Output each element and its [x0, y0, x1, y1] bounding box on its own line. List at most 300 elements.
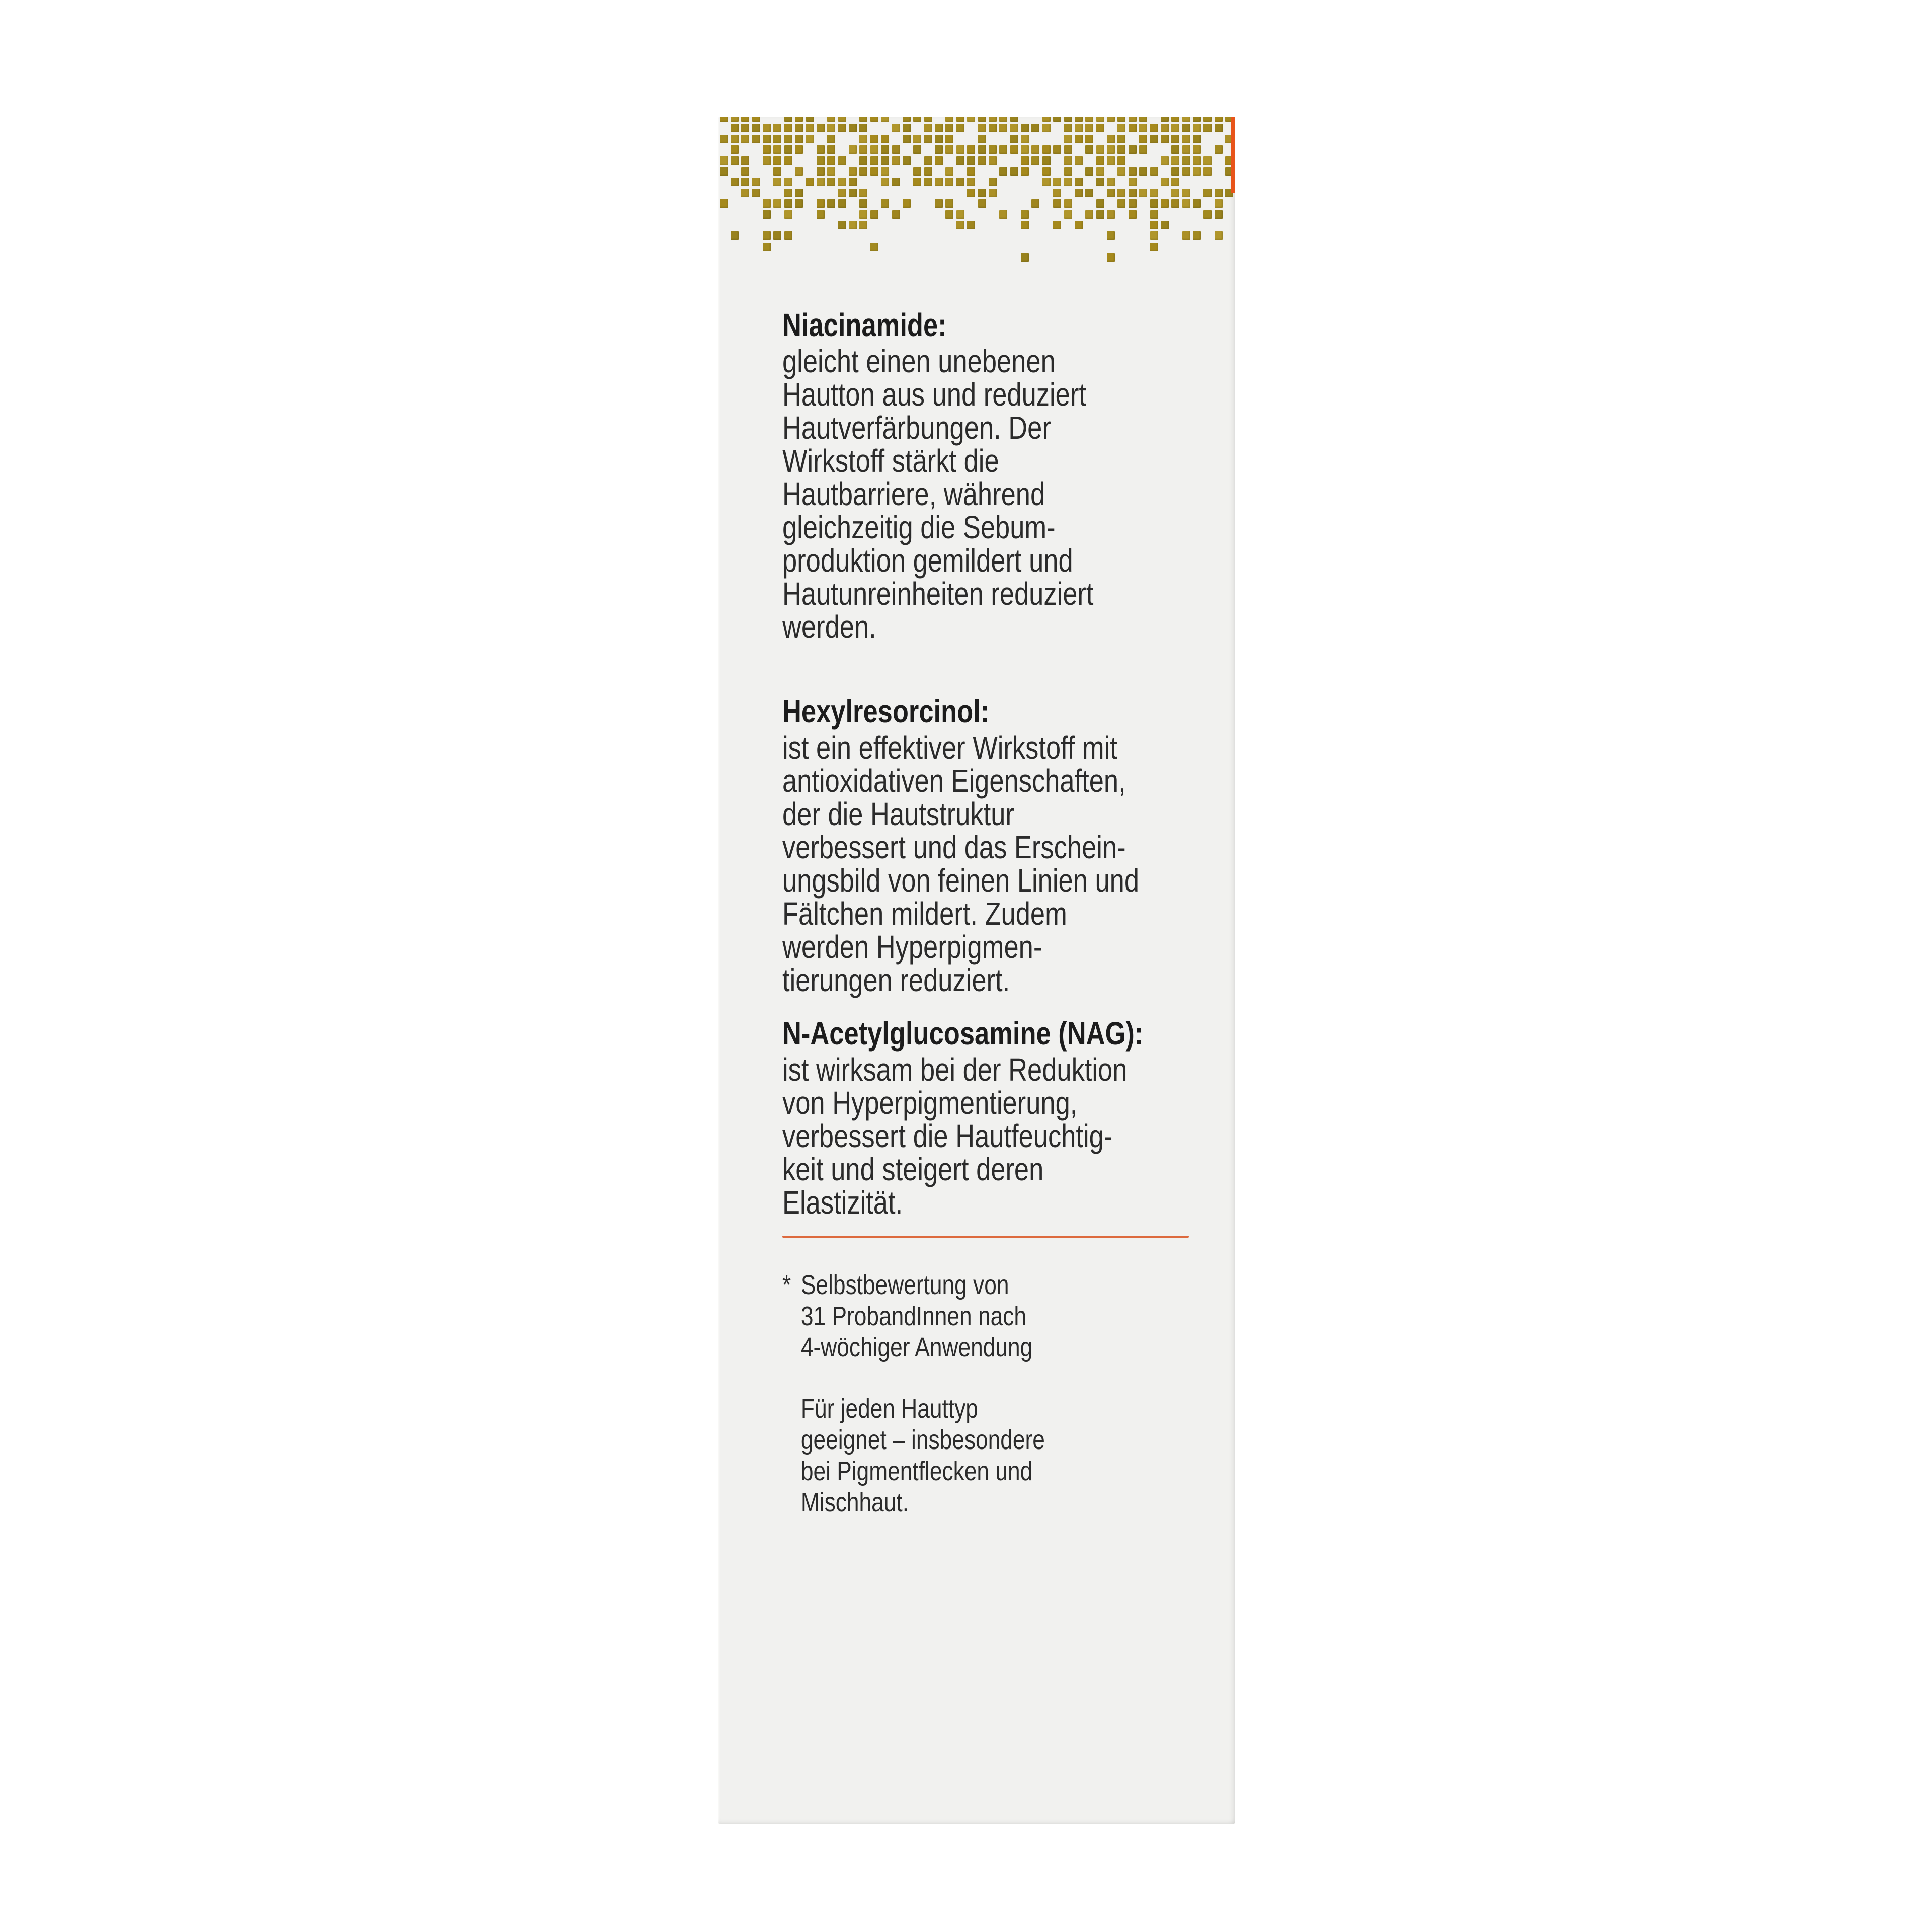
mosaic-tile	[1031, 124, 1039, 132]
mosaic-tile	[913, 117, 921, 122]
mosaic-tile	[795, 189, 803, 197]
mosaic-tile	[1021, 156, 1029, 165]
mosaic-tile	[1021, 210, 1029, 219]
mosaic-tile	[1064, 135, 1072, 143]
mosaic-tile	[1021, 221, 1029, 229]
mosaic-tile	[1150, 167, 1158, 176]
mosaic-tile	[1193, 156, 1201, 165]
mosaic-tile	[945, 145, 953, 154]
mosaic-tile	[956, 178, 964, 186]
mosaic-tile	[1096, 199, 1104, 208]
mosaic-tile	[978, 199, 986, 208]
mosaic-tile	[935, 199, 943, 208]
mosaic-tile	[817, 199, 825, 208]
mosaic-tile	[1117, 156, 1125, 165]
mosaic-tile	[956, 210, 964, 219]
mosaic-tile	[956, 117, 964, 122]
mosaic-tile	[978, 189, 986, 197]
mosaic-tile	[827, 117, 835, 122]
mosaic-tile	[795, 199, 803, 208]
footnote-text: Selbstbewertung von 31 ProbandInnen nach 4-wöchiger Anwendung	[800, 1270, 1033, 1362]
mosaic-tile	[1021, 135, 1029, 143]
mosaic-tile	[817, 156, 825, 165]
mosaic-tile	[945, 117, 953, 122]
mosaic-tile	[849, 124, 857, 132]
mosaic-tile	[1139, 145, 1147, 154]
mosaic-tile	[1161, 199, 1169, 208]
mosaic-tile	[989, 189, 997, 197]
mosaic-tile	[989, 145, 997, 154]
mosaic-tile	[1096, 167, 1104, 176]
mosaic-tile	[741, 189, 749, 197]
mosaic-tile	[1129, 145, 1137, 154]
mosaic-tile	[1161, 156, 1169, 165]
mosaic-tile	[945, 124, 953, 132]
mosaic-tile	[784, 178, 792, 186]
orange-edge-accent-line	[1231, 117, 1235, 193]
mosaic-tile	[731, 124, 739, 132]
mosaic-tile	[731, 145, 739, 154]
skin-type-suitability-note: Für jeden Hauttyp geeignet – insbesondere bei Pigmentflecken und Mischhaut.	[800, 1394, 1045, 1517]
mosaic-tile	[838, 189, 846, 197]
mosaic-tile	[806, 124, 814, 132]
mosaic-tile	[1117, 145, 1125, 154]
mosaic-tile	[763, 231, 771, 240]
mosaic-tile	[752, 124, 760, 132]
mosaic-tile	[892, 178, 900, 186]
mosaic-tile	[1171, 156, 1179, 165]
mosaic-tile	[903, 117, 911, 122]
mosaic-tile	[752, 135, 760, 143]
mosaic-tile	[1053, 145, 1061, 154]
mosaic-tile	[1031, 156, 1039, 165]
mosaic-tile	[1085, 117, 1093, 122]
mosaic-tile	[1064, 210, 1072, 219]
mosaic-tile	[913, 145, 921, 154]
mosaic-tile	[1193, 117, 1201, 122]
mosaic-tile	[1010, 117, 1018, 122]
mosaic-tile	[1117, 135, 1125, 143]
mosaic-tile	[924, 124, 932, 132]
mosaic-tile	[817, 167, 825, 176]
mosaic-tile	[817, 124, 825, 132]
mosaic-tile	[1203, 189, 1212, 197]
mosaic-tile	[913, 178, 921, 186]
mosaic-tile	[1042, 124, 1051, 132]
mosaic-tile	[1010, 145, 1018, 154]
mosaic-tile	[1107, 253, 1115, 262]
mosaic-tile	[827, 145, 835, 154]
mosaic-tile	[956, 221, 964, 229]
mosaic-tile	[784, 231, 792, 240]
mosaic-tile	[1203, 156, 1212, 165]
mosaic-tile	[741, 167, 749, 176]
mosaic-tile	[1129, 167, 1137, 176]
mosaic-tile	[795, 117, 803, 122]
mosaic-tile	[763, 124, 771, 132]
mosaic-tile	[1085, 145, 1093, 154]
mosaic-tile	[870, 145, 878, 154]
mosaic-tile	[784, 210, 792, 219]
mosaic-tile	[849, 189, 857, 197]
mosaic-tile	[924, 178, 932, 186]
self-assessment-footnote	[782, 1269, 1146, 1363]
mosaic-tile	[967, 189, 975, 197]
mosaic-tile	[731, 178, 739, 186]
mosaic-tile	[806, 135, 814, 143]
mosaic-tile	[1031, 199, 1039, 208]
mosaic-tile	[870, 243, 878, 251]
mosaic-tile	[1010, 167, 1018, 176]
mosaic-tile	[924, 156, 932, 165]
mosaic-tile	[881, 178, 889, 186]
mosaic-tile	[1150, 124, 1158, 132]
gold-mosaic-pattern	[718, 117, 1235, 283]
mosaic-tile	[763, 145, 771, 154]
mosaic-tile	[1075, 135, 1083, 143]
mosaic-tile	[827, 167, 835, 176]
mosaic-tile	[817, 178, 825, 186]
mosaic-tile	[1203, 210, 1212, 219]
mosaic-tile	[1053, 189, 1061, 197]
mosaic-tile	[999, 210, 1007, 219]
mosaic-tile	[967, 167, 975, 176]
ingredient-heading-niacinamide: Niacinamide:	[782, 307, 947, 343]
mosaic-tile	[870, 210, 878, 219]
mosaic-tile	[1096, 124, 1104, 132]
mosaic-tile	[1171, 178, 1179, 186]
mosaic-tile	[945, 210, 953, 219]
mosaic-tile	[838, 178, 846, 186]
mosaic-tile	[1117, 189, 1125, 197]
mosaic-tile	[892, 124, 900, 132]
mosaic-tile	[967, 221, 975, 229]
mosaic-tile	[1171, 124, 1179, 132]
mosaic-tile	[945, 167, 953, 176]
mosaic-tile	[1042, 167, 1051, 176]
mosaic-tile	[1215, 231, 1223, 240]
mosaic-tile	[784, 135, 792, 143]
mosaic-tile	[1193, 231, 1201, 240]
mosaic-tile	[1150, 243, 1158, 251]
mosaic-tile	[1075, 156, 1083, 165]
mosaic-tile	[1161, 124, 1169, 132]
mosaic-tile	[989, 124, 997, 132]
mosaic-tile	[1117, 167, 1125, 176]
mosaic-tile	[1107, 210, 1115, 219]
mosaic-tile	[795, 145, 803, 154]
mosaic-tile	[1161, 135, 1169, 143]
mosaic-tile	[870, 135, 878, 143]
orange-divider-rule	[782, 1236, 1189, 1238]
mosaic-tile	[1053, 117, 1061, 122]
mosaic-tile	[1064, 199, 1072, 208]
mosaic-tile	[827, 135, 835, 143]
mosaic-tile	[956, 124, 964, 132]
mosaic-tile	[1161, 221, 1169, 229]
mosaic-tile	[731, 231, 739, 240]
mosaic-tile	[773, 178, 781, 186]
mosaic-tile	[1042, 156, 1051, 165]
mosaic-tile	[838, 124, 846, 132]
mosaic-tile	[967, 145, 975, 154]
mosaic-tile	[838, 156, 846, 165]
mosaic-tile	[1182, 167, 1190, 176]
mosaic-tile	[1171, 199, 1179, 208]
mosaic-tile	[859, 210, 867, 219]
mosaic-tile	[1171, 117, 1179, 122]
mosaic-tile	[1161, 117, 1169, 122]
mosaic-tile	[731, 156, 739, 165]
mosaic-tile	[849, 221, 857, 229]
mosaic-tile	[859, 167, 867, 176]
mosaic-tile	[1075, 189, 1083, 197]
mosaic-tile	[913, 167, 921, 176]
mosaic-tile	[1215, 210, 1223, 219]
mosaic-tile	[1171, 189, 1179, 197]
mosaic-tile	[1193, 167, 1201, 176]
mosaic-tile	[1107, 117, 1115, 122]
mosaic-tile	[1021, 253, 1029, 262]
mosaic-tile	[1203, 124, 1212, 132]
mosaic-tile	[999, 145, 1007, 154]
mosaic-tile	[956, 156, 964, 165]
ingredient-heading-hexylresorcinol: Hexylresorcinol:	[782, 693, 990, 730]
mosaic-tile	[859, 124, 867, 132]
mosaic-tile	[903, 156, 911, 165]
mosaic-tile	[1107, 231, 1115, 240]
mosaic-tile	[903, 199, 911, 208]
mosaic-tile	[849, 167, 857, 176]
ingredient-description-nag: ist wirksam bei der Reduktion von Hyperpigmentierung, verbessert die Hautfeuchtig- keit und steigert deren Elastizität.	[782, 1052, 1128, 1221]
mosaic-tile	[773, 156, 781, 165]
mosaic-tile	[1010, 135, 1018, 143]
mosaic-tile	[859, 156, 867, 165]
mosaic-tile	[1171, 135, 1179, 143]
mosaic-tile	[1021, 167, 1029, 176]
mosaic-tile	[763, 199, 771, 208]
mosaic-tile	[1150, 199, 1158, 208]
mosaic-tile	[1031, 145, 1039, 154]
mosaic-tile	[773, 124, 781, 132]
mosaic-tile	[1150, 189, 1158, 197]
mosaic-tile	[1182, 145, 1190, 154]
mosaic-tile	[1117, 124, 1125, 132]
mosaic-tile	[1215, 189, 1223, 197]
mosaic-tile	[795, 135, 803, 143]
mosaic-tile	[1117, 117, 1125, 122]
mosaic-tile	[1075, 221, 1083, 229]
mosaic-tile	[1139, 189, 1147, 197]
mosaic-tile	[978, 156, 986, 165]
mosaic-tile	[773, 199, 781, 208]
mosaic-tile	[720, 199, 728, 208]
mosaic-tile	[1215, 199, 1223, 208]
mosaic-tile	[1053, 178, 1061, 186]
mosaic-tile	[773, 167, 781, 176]
mosaic-tile	[1150, 210, 1158, 219]
mosaic-tile	[1139, 167, 1147, 176]
mosaic-tile	[1085, 189, 1093, 197]
mosaic-tile	[870, 156, 878, 165]
mosaic-tile	[1182, 156, 1190, 165]
package-side-panel	[718, 117, 1235, 1824]
mosaic-tile	[924, 135, 932, 143]
mosaic-tile	[1010, 124, 1018, 132]
mosaic-tile	[795, 124, 803, 132]
mosaic-tile	[881, 156, 889, 165]
mosaic-tile	[1129, 178, 1137, 186]
mosaic-tile	[741, 156, 749, 165]
mosaic-tile	[806, 178, 814, 186]
mosaic-tile	[1053, 199, 1061, 208]
mosaic-tile	[924, 167, 932, 176]
mosaic-tile	[978, 135, 986, 143]
mosaic-tile	[1021, 124, 1029, 132]
mosaic-tile	[1064, 178, 1072, 186]
mosaic-tile	[967, 178, 975, 186]
mosaic-tile	[1107, 189, 1115, 197]
mosaic-tile	[849, 145, 857, 154]
mosaic-tile	[1139, 124, 1147, 132]
mosaic-tile	[752, 189, 760, 197]
mosaic-tile	[1096, 178, 1104, 186]
mosaic-tile	[720, 167, 728, 176]
mosaic-tile	[1139, 135, 1147, 143]
mosaic-tile	[838, 221, 846, 229]
mosaic-tile	[1129, 189, 1137, 197]
mosaic-tile	[1107, 156, 1115, 165]
mosaic-tile	[838, 199, 846, 208]
mosaic-tile	[1215, 145, 1223, 154]
mosaic-tile	[741, 178, 749, 186]
mosaic-tile	[1085, 135, 1093, 143]
mosaic-tile	[1171, 145, 1179, 154]
mosaic-tile	[784, 117, 792, 122]
mosaic-tile	[945, 199, 953, 208]
mosaic-tile	[784, 156, 792, 165]
mosaic-tile	[741, 135, 749, 143]
mosaic-tile	[999, 124, 1007, 132]
mosaic-tile	[1075, 117, 1083, 122]
mosaic-tile	[838, 117, 846, 122]
mosaic-tile	[827, 178, 835, 186]
mosaic-tile	[978, 124, 986, 132]
mosaic-tile	[1042, 117, 1051, 122]
mosaic-tile	[881, 135, 889, 143]
mosaic-tile	[720, 135, 728, 143]
mosaic-tile	[1182, 199, 1190, 208]
mosaic-tile	[935, 156, 943, 165]
mosaic-tile	[784, 145, 792, 154]
mosaic-tile	[795, 167, 803, 176]
mosaic-tile	[999, 167, 1007, 176]
mosaic-tile	[870, 117, 878, 122]
mosaic-tile	[1161, 178, 1169, 186]
mosaic-tile	[859, 135, 867, 143]
mosaic-tile	[903, 135, 911, 143]
mosaic-tile	[1193, 145, 1201, 154]
mosaic-tile	[827, 199, 835, 208]
mosaic-tile	[945, 178, 953, 186]
mosaic-tile	[1182, 124, 1190, 132]
mosaic-tile	[989, 117, 997, 122]
mosaic-tile	[1203, 167, 1212, 176]
mosaic-tile	[763, 135, 771, 143]
mosaic-tile	[1182, 231, 1190, 240]
mosaic-tile	[1150, 231, 1158, 240]
mosaic-tile	[1096, 145, 1104, 154]
mosaic-tile	[870, 167, 878, 176]
mosaic-tile	[978, 117, 986, 122]
mosaic-tile	[1096, 210, 1104, 219]
mosaic-tile	[1117, 199, 1125, 208]
mosaic-tile	[849, 178, 857, 186]
mosaic-tile	[827, 124, 835, 132]
mosaic-tile	[773, 135, 781, 143]
mosaic-tile	[1182, 117, 1190, 122]
mosaic-tile	[1193, 199, 1201, 208]
mosaic-tile	[817, 210, 825, 219]
mosaic-tile	[881, 117, 889, 122]
mosaic-tile	[784, 124, 792, 132]
mosaic-tile	[892, 156, 900, 165]
mosaic-tile	[935, 124, 943, 132]
mosaic-tile	[1096, 117, 1104, 122]
mosaic-tile	[784, 199, 792, 208]
mosaic-tile	[892, 145, 900, 154]
mosaic-tile	[1085, 210, 1093, 219]
mosaic-tile	[731, 135, 739, 143]
mosaic-tile	[1215, 117, 1223, 122]
mosaic-tile	[1064, 117, 1072, 122]
mosaic-tile	[1150, 221, 1158, 229]
mosaic-tile	[1107, 135, 1115, 143]
mosaic-tile	[935, 135, 943, 143]
mosaic-tile	[1075, 124, 1083, 132]
mosaic-tile	[752, 117, 760, 122]
mosaic-tile	[1042, 178, 1051, 186]
mosaic-tile	[763, 243, 771, 251]
mosaic-tile	[859, 117, 867, 122]
mosaic-tile	[773, 231, 781, 240]
mosaic-tile	[1107, 178, 1115, 186]
mosaic-tile	[1085, 167, 1093, 176]
mosaic-tile	[967, 117, 975, 122]
mosaic-tile	[1182, 135, 1190, 143]
asterisk-footnote-marker: *	[782, 1270, 791, 1300]
mosaic-tile	[935, 178, 943, 186]
mosaic-tile	[1064, 167, 1072, 176]
mosaic-tile	[989, 178, 997, 186]
mosaic-tile	[881, 167, 889, 176]
mosaic-tile	[881, 145, 889, 154]
mosaic-tile	[1064, 156, 1072, 165]
mosaic-tile	[1150, 135, 1158, 143]
mosaic-tile	[924, 117, 932, 122]
mosaic-tile	[1171, 167, 1179, 176]
mosaic-tile	[1085, 124, 1093, 132]
mosaic-tile	[892, 210, 900, 219]
mosaic-tile	[989, 156, 997, 165]
mosaic-tile	[859, 221, 867, 229]
mosaic-tile	[1021, 145, 1029, 154]
mosaic-tile	[1096, 156, 1104, 165]
mosaic-tile	[806, 117, 814, 122]
mosaic-tile	[956, 145, 964, 154]
ingredient-description-niacinamide: gleicht einen unebenen Hautton aus und reduziert Hautverfärbungen. Der Wirkstoff stärkt die Hautbarriere, während gleichzeitig die Sebum- produktion gemildert und Hautunreinheiten reduziert werden.	[782, 343, 1094, 645]
mosaic-tile	[935, 145, 943, 154]
